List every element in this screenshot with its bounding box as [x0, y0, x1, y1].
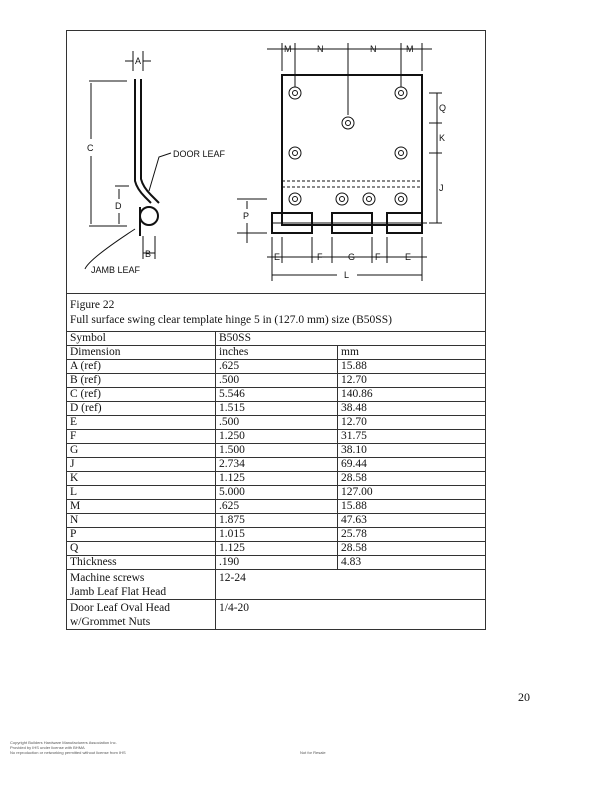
table-row [67, 402, 485, 416]
label-P: P [243, 211, 250, 221]
cell-inches: 1.250 [216, 430, 338, 444]
table-row [67, 430, 485, 444]
cell-mm: 15.88 [338, 360, 486, 374]
header-symbol: Symbol [67, 332, 216, 346]
cell-inches: .500 [216, 374, 338, 388]
table-header-row [67, 332, 485, 346]
subheader-inches: inches [216, 346, 338, 360]
table-body [67, 360, 485, 570]
table-row [67, 500, 485, 514]
cell-label: M [67, 500, 216, 514]
cell-inches: 1.875 [216, 514, 338, 528]
cell-mm: 12.70 [338, 416, 486, 430]
label-door-leaf: DOOR LEAF [173, 149, 226, 159]
table-row [67, 388, 485, 402]
table-row-screws-jamb [67, 570, 485, 600]
label-F-right: F [375, 252, 381, 262]
footer-resale: Not for Resale [300, 750, 326, 755]
table-row [67, 528, 485, 542]
cell-mm: 31.75 [338, 430, 486, 444]
screw-value: 1/4-20 [216, 600, 486, 630]
cell-label: J [67, 458, 216, 472]
label-E-left: E [274, 252, 281, 262]
header-model: B50SS [216, 332, 486, 346]
cell-label: L [67, 486, 216, 500]
label-D: D [115, 201, 122, 211]
label-B: B [145, 249, 152, 259]
cell-mm: 69.44 [338, 458, 486, 472]
table-row [67, 416, 485, 430]
subheader-dimension: Dimension [67, 346, 216, 360]
label-E-right: E [405, 252, 412, 262]
table-row-screws-door [67, 600, 485, 630]
label-K: K [439, 133, 446, 143]
label-J: J [439, 183, 444, 193]
cell-inches: .625 [216, 500, 338, 514]
table-row [67, 556, 485, 570]
label-L: L [344, 270, 350, 280]
table-row [67, 472, 485, 486]
label-M-left: M [284, 44, 292, 54]
cell-label: K [67, 472, 216, 486]
figure-frame [66, 30, 486, 630]
cell-inches: 1.125 [216, 542, 338, 556]
table-subheader-row [67, 346, 485, 360]
cell-inches: .500 [216, 416, 338, 430]
table-row [67, 458, 485, 472]
cell-mm: 12.70 [338, 374, 486, 388]
cell-label: A (ref) [67, 360, 216, 374]
cell-label: Thickness [67, 556, 216, 570]
caption-description: Full surface swing clear template hinge 5 in (127.0 mm) size (B50SS) [70, 314, 392, 326]
caption-title: Figure 22 [70, 299, 115, 311]
cell-mm: 28.58 [338, 542, 486, 556]
cell-inches: 1.125 [216, 472, 338, 486]
cell-mm: 140.86 [338, 388, 486, 402]
cell-mm: 47.63 [338, 514, 486, 528]
cell-inches: 1.015 [216, 528, 338, 542]
cell-mm: 127.00 [338, 486, 486, 500]
label-F-left: F [317, 252, 323, 262]
cell-inches: 2.734 [216, 458, 338, 472]
cell-label: P [67, 528, 216, 542]
cell-inches: 1.500 [216, 444, 338, 458]
cell-mm: 25.78 [338, 528, 486, 542]
cell-label: C (ref) [67, 388, 216, 402]
label-N-right: N [370, 44, 377, 54]
label-G: G [348, 252, 356, 262]
cell-mm: 38.10 [338, 444, 486, 458]
cell-inches: .190 [216, 556, 338, 570]
table-row [67, 444, 485, 458]
page-number: 20 [518, 690, 530, 704]
label-C: C [87, 143, 94, 153]
cell-inches: 5.546 [216, 388, 338, 402]
cell-label: N [67, 514, 216, 528]
cell-inches: 1.515 [216, 402, 338, 416]
label-N-left: N [317, 44, 324, 54]
figure-caption [67, 293, 485, 331]
cell-inches: .625 [216, 360, 338, 374]
cell-label: D (ref) [67, 402, 216, 416]
dimension-table [67, 331, 485, 630]
cell-mm: 4.83 [338, 556, 486, 570]
cell-label: Q [67, 542, 216, 556]
table-row [67, 374, 485, 388]
cell-inches: 5.000 [216, 486, 338, 500]
screw-label: Machine screws Jamb Leaf Flat Head [67, 570, 216, 600]
table-row [67, 486, 485, 500]
table-row [67, 360, 485, 374]
label-Q: Q [439, 103, 447, 113]
label-jamb-leaf: JAMB LEAF [91, 265, 141, 275]
cell-label: B (ref) [67, 374, 216, 388]
cell-label: G [67, 444, 216, 458]
screw-value: 12-24 [216, 570, 486, 600]
label-M-right: M [406, 44, 414, 54]
cell-mm: 38.48 [338, 402, 486, 416]
cell-mm: 28.58 [338, 472, 486, 486]
subheader-mm: mm [338, 346, 486, 360]
screw-label: Door Leaf Oval Head w/Grommet Nuts [67, 600, 216, 630]
table-row [67, 542, 485, 556]
footer-copyright: Copyright Builders Hardware Manufacturers Association Inc. Provided by IHS under license with BHMA No reproduction or networking permitted without license from IHS [10, 740, 126, 755]
table-row [67, 514, 485, 528]
cell-label: E [67, 416, 216, 430]
cell-label: F [67, 430, 216, 444]
hinge-drawing [67, 31, 485, 293]
cell-mm: 15.88 [338, 500, 486, 514]
label-A: A [135, 56, 142, 66]
